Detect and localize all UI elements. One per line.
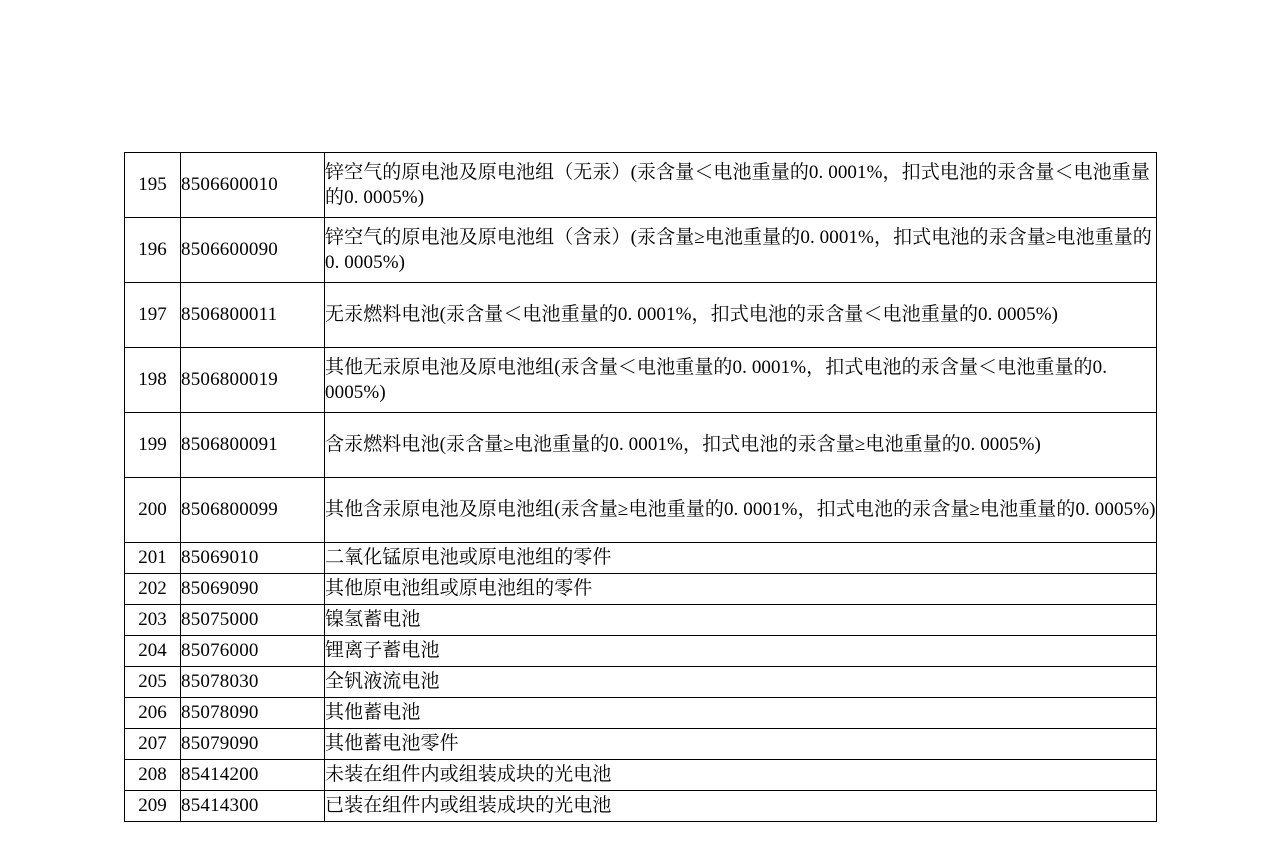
product-description-cell: 其他蓄电池零件	[325, 729, 1157, 760]
product-description-cell: 含汞燃料电池(汞含量≥电池重量的0. 0001%，扣式电池的汞含量≥电池重量的0. 0005%)	[325, 413, 1157, 478]
table-row	[125, 543, 1157, 574]
table-row	[125, 574, 1157, 605]
tariff-code-cell: 8506800011	[181, 283, 325, 348]
table-row	[125, 283, 1157, 348]
tariff-code-cell: 85414200	[181, 760, 325, 791]
tariff-code-cell: 8506600090	[181, 218, 325, 283]
product-description-cell: 镍氢蓄电池	[325, 605, 1157, 636]
table-row	[125, 729, 1157, 760]
tariff-code-table	[124, 152, 1157, 822]
table-row	[125, 218, 1157, 283]
row-index-cell: 196	[125, 218, 181, 283]
tariff-code-cell: 85079090	[181, 729, 325, 760]
row-index-cell: 195	[125, 153, 181, 218]
tariff-code-cell: 85078030	[181, 667, 325, 698]
table-row	[125, 348, 1157, 413]
table-row	[125, 791, 1157, 822]
table-row	[125, 605, 1157, 636]
table-row	[125, 413, 1157, 478]
row-index-cell: 207	[125, 729, 181, 760]
product-description-cell: 锂离子蓄电池	[325, 636, 1157, 667]
product-description-cell: 已装在组件内或组装成块的光电池	[325, 791, 1157, 822]
row-index-cell: 200	[125, 478, 181, 543]
tariff-code-cell: 8506800091	[181, 413, 325, 478]
product-description-cell: 其他原电池组或原电池组的零件	[325, 574, 1157, 605]
product-description-cell: 其他无汞原电池及原电池组(汞含量＜电池重量的0. 0001%，扣式电池的汞含量＜电池重量的0. 0005%)	[325, 348, 1157, 413]
row-index-cell: 203	[125, 605, 181, 636]
product-description-cell: 锌空气的原电池及原电池组（无汞）(汞含量＜电池重量的0. 0001%，扣式电池的汞含量＜电池重量的0. 0005%)	[325, 153, 1157, 218]
table-row	[125, 153, 1157, 218]
tariff-code-cell: 85069010	[181, 543, 325, 574]
row-index-cell: 208	[125, 760, 181, 791]
table-row	[125, 667, 1157, 698]
row-index-cell: 206	[125, 698, 181, 729]
table-row	[125, 478, 1157, 543]
table-row	[125, 636, 1157, 667]
tariff-code-cell: 85069090	[181, 574, 325, 605]
tariff-code-cell: 8506800019	[181, 348, 325, 413]
row-index-cell: 199	[125, 413, 181, 478]
tariff-code-cell: 85078090	[181, 698, 325, 729]
table-row	[125, 698, 1157, 729]
row-index-cell: 198	[125, 348, 181, 413]
tariff-code-cell: 85076000	[181, 636, 325, 667]
row-index-cell: 205	[125, 667, 181, 698]
product-description-cell: 其他含汞原电池及原电池组(汞含量≥电池重量的0. 0001%，扣式电池的汞含量≥电池重量的0. 0005%)	[325, 478, 1157, 543]
tariff-code-cell: 85414300	[181, 791, 325, 822]
product-description-cell: 无汞燃料电池(汞含量＜电池重量的0. 0001%，扣式电池的汞含量＜电池重量的0. 0005%)	[325, 283, 1157, 348]
tariff-code-cell: 8506800099	[181, 478, 325, 543]
table-body	[125, 153, 1157, 822]
product-description-cell: 锌空气的原电池及原电池组（含汞）(汞含量≥电池重量的0. 0001%，扣式电池的汞含量≥电池重量的0. 0005%)	[325, 218, 1157, 283]
product-description-cell: 全钒液流电池	[325, 667, 1157, 698]
row-index-cell: 201	[125, 543, 181, 574]
table-row	[125, 760, 1157, 791]
tariff-code-cell: 85075000	[181, 605, 325, 636]
tariff-code-cell: 8506600010	[181, 153, 325, 218]
row-index-cell: 202	[125, 574, 181, 605]
product-description-cell: 其他蓄电池	[325, 698, 1157, 729]
product-description-cell: 二氧化锰原电池或原电池组的零件	[325, 543, 1157, 574]
row-index-cell: 204	[125, 636, 181, 667]
row-index-cell: 209	[125, 791, 181, 822]
row-index-cell: 197	[125, 283, 181, 348]
product-description-cell: 未装在组件内或组装成块的光电池	[325, 760, 1157, 791]
